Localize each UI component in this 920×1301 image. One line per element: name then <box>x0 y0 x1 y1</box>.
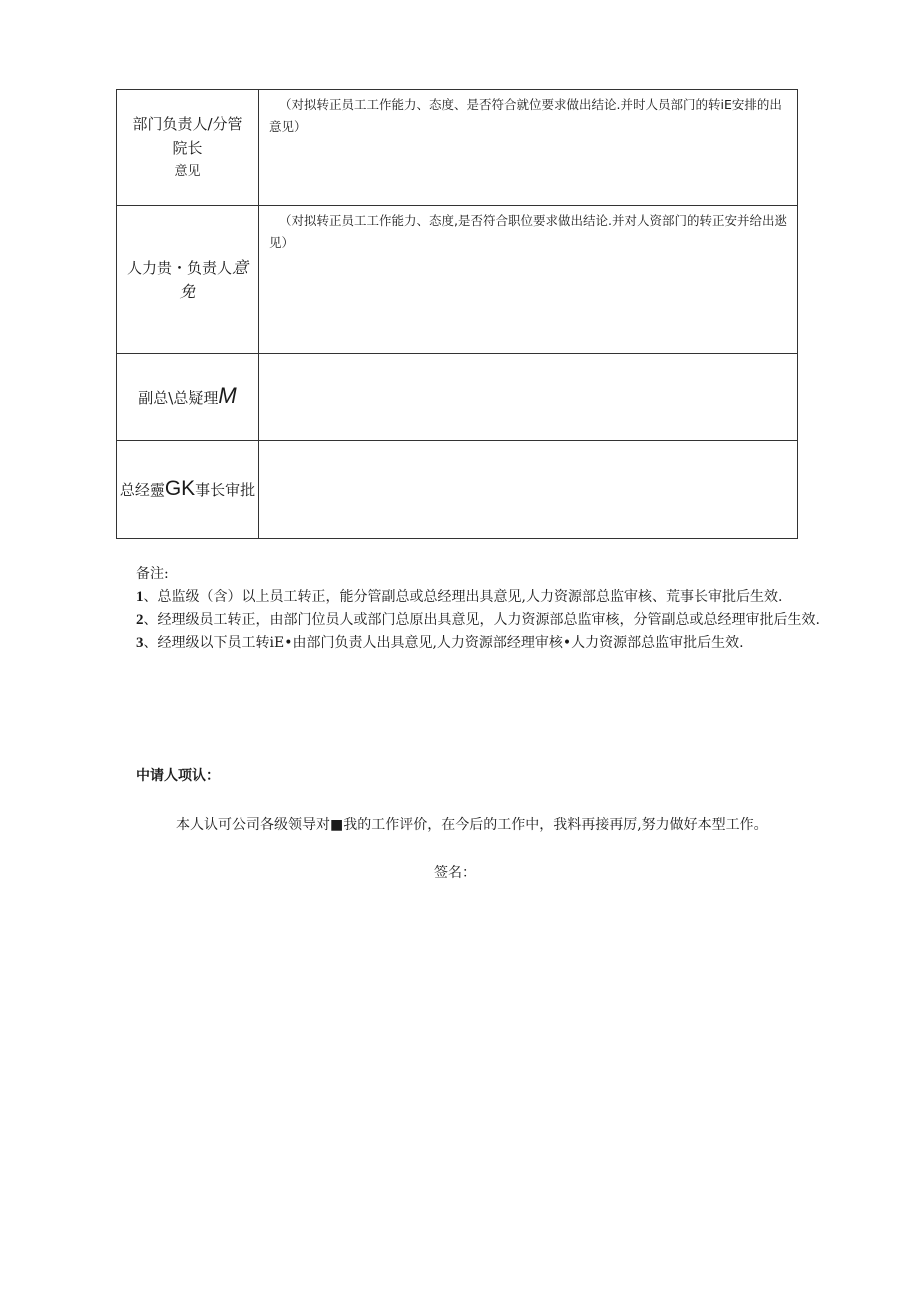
label-text: 副总\总疑理 <box>138 389 219 407</box>
note-number: 3 <box>136 635 144 651</box>
table-row <box>117 90 797 206</box>
table-row <box>117 441 797 538</box>
label-text-large: M <box>218 383 237 408</box>
notes-title: 备注: <box>136 566 169 582</box>
note-text: 、总监级（含）以上员工转正，能分管副总或总经理出具意见,人力资源部总监审核、荒事长审批后生效. <box>143 589 783 605</box>
label-text-large: GK <box>164 477 196 500</box>
table-row <box>117 206 797 354</box>
label-line: 意见 <box>174 163 201 179</box>
row-label <box>117 206 259 353</box>
label-line: 院长 <box>172 138 203 157</box>
label-line: 部门负责人/分管 <box>132 114 243 133</box>
label-text: 人力贵・负责人 <box>126 258 232 277</box>
note-item <box>136 632 846 655</box>
row-label <box>117 90 259 205</box>
opinion-field[interactable]: （对拟转正员工工作能力、态度,是否符合职位要求做出结论.并对人资部门的转正安并给出逖见） <box>269 213 787 250</box>
opinion-field[interactable]: （对拟转正员工工作能力、态度、是否符合就位要求做出结论.并时人员部门的转iE安排的出意见） <box>269 97 782 134</box>
note-item <box>136 586 846 609</box>
note-number: 1 <box>136 589 144 605</box>
note-number: 2 <box>136 612 144 628</box>
opinion-field[interactable] <box>259 441 797 538</box>
notes-section <box>136 563 846 655</box>
signature-label: 签名： <box>434 865 476 881</box>
row-label <box>117 441 259 538</box>
applicant-confirm-title: 中请人项认： <box>136 768 220 784</box>
row-label <box>117 354 259 440</box>
note-text: 、经理级以下员工转iE•由部门负责人出具意见,人力资源部经理审核•人力资源部总监审批后生效. <box>143 635 744 651</box>
note-item <box>136 609 846 632</box>
opinion-field[interactable] <box>259 354 797 440</box>
applicant-statement: 本人认可公司各级领导对■我的工作评价，在今后的工作中，我料再接再厉,努力做好本型工作。 <box>176 817 768 833</box>
label-text: 事长审批 <box>195 481 256 499</box>
table-row <box>117 354 797 441</box>
note-text: 、经理级员工转正，由部门位员人或部门总原出具意见，人力资源部总监审核，分管副总或总经理审批后生效. <box>143 612 820 628</box>
approval-table <box>116 89 798 539</box>
label-text-italic: 意 <box>232 257 249 277</box>
label-text: 总经靈 <box>119 481 165 499</box>
label-text-italic: 免 <box>179 281 196 301</box>
